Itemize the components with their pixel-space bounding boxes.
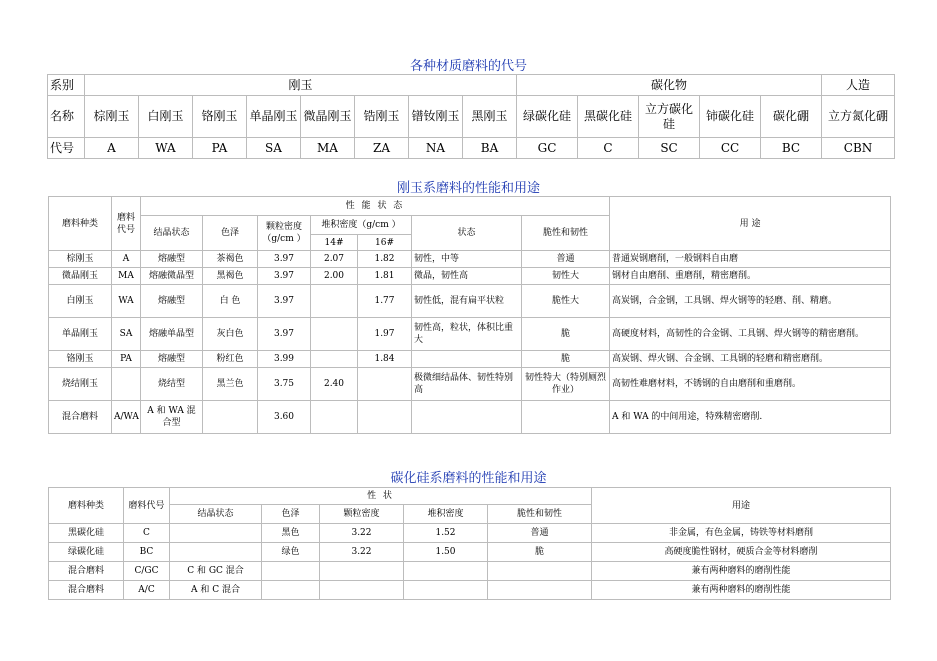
header-properties: 性 状 (170, 488, 592, 505)
code-cell: A (85, 138, 139, 159)
code-cell: GC (517, 138, 578, 159)
name-cell: 立方氮化硼 (822, 96, 895, 138)
cell-bulk (404, 581, 488, 600)
table-row (49, 197, 891, 216)
cell-density: 3.97 (258, 285, 311, 318)
cell-density: 3.22 (320, 543, 404, 562)
cell-code: A/WA (112, 401, 141, 434)
cell-crystal: 熔融微晶型 (141, 268, 203, 285)
group-synthetic: 人造 (822, 75, 895, 96)
code-cell: SA (247, 138, 301, 159)
table-row (49, 318, 891, 351)
header-bulk-density: 堆积密度 (404, 505, 488, 524)
cell-code: MA (112, 268, 141, 285)
cell-type: 黑碳化硅 (49, 524, 124, 543)
header-grain-density: 颗粒密度（g/cm ） (258, 216, 311, 251)
cell-state (412, 351, 522, 368)
cell-brittle: 韧性大 (522, 268, 610, 285)
cell-crystal: 熔融型 (141, 251, 203, 268)
name-cell: 单晶刚玉 (247, 96, 301, 138)
cell-d16: 1.81 (358, 268, 412, 285)
name-cell: 铬刚玉 (193, 96, 247, 138)
table-row (49, 401, 891, 434)
cell-code: PA (112, 351, 141, 368)
title-corundum-properties: 刚玉系磨料的性能和用途 (396, 181, 540, 196)
title-silicon-carbide-properties: 碳化硅系磨料的性能和用途 (390, 471, 547, 486)
header-type: 磨料种类 (49, 488, 124, 524)
cell-density: 3.60 (258, 401, 311, 434)
cell-code: C/GC (124, 562, 170, 581)
cell-type: 混合磨料 (49, 581, 124, 600)
code-cell: MA (301, 138, 355, 159)
cell-state: 韧性高，粒状，体积比重大 (412, 318, 522, 351)
cell-color: 黑褐色 (203, 268, 258, 285)
cell-color: 黑色 (262, 524, 320, 543)
cell-type: 单晶刚玉 (49, 318, 112, 351)
table-row (49, 351, 891, 368)
name-cell: 铈碳化硅 (700, 96, 761, 138)
cell-d14 (311, 401, 358, 434)
header-brittle: 脆性和韧性 (522, 216, 610, 251)
header-properties: 性 能 状 态 (141, 197, 610, 216)
cell-code: BC (124, 543, 170, 562)
cell-brittle: 脆 (522, 351, 610, 368)
cell-state: 极微细结晶体、韧性特别高 (412, 368, 522, 401)
cell-density (320, 562, 404, 581)
header-color: 色泽 (203, 216, 258, 251)
table-row (49, 251, 891, 268)
header-code: 磨料代号 (124, 488, 170, 524)
code-cell: CBN (822, 138, 895, 159)
header-use: 用 途 (610, 197, 891, 251)
cell-state: 韧性，中等 (412, 251, 522, 268)
cell-type: 棕刚玉 (49, 251, 112, 268)
code-cell: PA (193, 138, 247, 159)
cell-type: 绿碳化硅 (49, 543, 124, 562)
cell-type: 铬刚玉 (49, 351, 112, 368)
silicon-carbide-properties-table (48, 487, 891, 600)
cell-brittle (488, 562, 592, 581)
header-mesh-16: 16# (358, 235, 412, 251)
cell-crystal: 熔融型 (141, 285, 203, 318)
cell-crystal (170, 524, 262, 543)
cell-density: 3.75 (258, 368, 311, 401)
name-cell: 微晶刚玉 (301, 96, 355, 138)
cell-use: 非金属，有色金属，铸铁等材料磨削 (592, 524, 891, 543)
code-cell: BC (761, 138, 822, 159)
cell-color: 绿色 (262, 543, 320, 562)
cell-color (262, 581, 320, 600)
cell-density (320, 581, 404, 600)
cell-color: 粉红色 (203, 351, 258, 368)
cell-brittle (522, 401, 610, 434)
cell-use: 兼有两种磨料的磨削性能 (592, 562, 891, 581)
row-label-code: 代号 (48, 138, 85, 159)
cell-color: 白 色 (203, 285, 258, 318)
header-grain-density: 颗粒密度 (320, 505, 404, 524)
code-cell: CC (700, 138, 761, 159)
cell-crystal: 熔融型 (141, 351, 203, 368)
row-label-name: 名称 (48, 96, 85, 138)
cell-use: 高硬度脆性钢材，硬质合金等材料磨削 (592, 543, 891, 562)
cell-type: 白刚玉 (49, 285, 112, 318)
cell-density: 3.97 (258, 318, 311, 351)
code-cell: ZA (355, 138, 409, 159)
cell-density: 3.97 (258, 268, 311, 285)
cell-d14 (311, 318, 358, 351)
cell-density: 3.99 (258, 351, 311, 368)
name-cell: 立方碳化硅 (639, 96, 700, 138)
cell-brittle: 普通 (488, 524, 592, 543)
header-use: 用途 (592, 488, 891, 524)
code-cell: BA (463, 138, 517, 159)
cell-use: A 和 WA 的中间用途，特殊精密磨削. (610, 401, 891, 434)
cell-d14: 2.00 (311, 268, 358, 285)
header-state: 状态 (412, 216, 522, 251)
cell-crystal (170, 543, 262, 562)
cell-d16: 1.84 (358, 351, 412, 368)
cell-d14: 2.40 (311, 368, 358, 401)
name-cell: 黑碳化硅 (578, 96, 639, 138)
table-row (49, 285, 891, 318)
name-cell: 黑刚玉 (463, 96, 517, 138)
table-row (49, 562, 891, 581)
cell-type: 混合磨料 (49, 562, 124, 581)
name-cell: 棕刚玉 (85, 96, 139, 138)
table-row (49, 268, 891, 285)
cell-use: 高硬度材料，高韧性的合金钢、工具钢、焊火钢等的精密磨削。 (610, 318, 891, 351)
cell-use: 高炭钢，合金钢，工具钢、焊火钢等的轻磨、削、精磨。 (610, 285, 891, 318)
name-cell: 碳化硼 (761, 96, 822, 138)
cell-crystal: C 和 GC 混合 (170, 562, 262, 581)
cell-bulk (404, 562, 488, 581)
cell-use: 普通炭钢磨削，一般钢料自由磨 (610, 251, 891, 268)
cell-type: 烧结刚玉 (49, 368, 112, 401)
cell-density: 3.97 (258, 251, 311, 268)
cell-d16: 1.82 (358, 251, 412, 268)
cell-color: 黑兰色 (203, 368, 258, 401)
cell-crystal: A 和 C 混合 (170, 581, 262, 600)
cell-type: 微晶刚玉 (49, 268, 112, 285)
cell-brittle: 脆性大 (522, 285, 610, 318)
cell-code: A/C (124, 581, 170, 600)
code-cell: NA (409, 138, 463, 159)
cell-use: 钢材自由磨削、重磨削，精密磨削。 (610, 268, 891, 285)
table-row (49, 368, 891, 401)
cell-d16: 1.77 (358, 285, 412, 318)
cell-brittle: 脆 (522, 318, 610, 351)
cell-d14 (311, 285, 358, 318)
header-color: 色泽 (262, 505, 320, 524)
cell-bulk: 1.52 (404, 524, 488, 543)
cell-type: 混合磨料 (49, 401, 112, 434)
cell-crystal: 烧结型 (141, 368, 203, 401)
name-cell: 绿碳化硅 (517, 96, 578, 138)
row-label-series: 系别 (48, 75, 85, 96)
cell-color: 灰白色 (203, 318, 258, 351)
table-row (49, 543, 891, 562)
group-carbide: 碳化物 (517, 75, 822, 96)
cell-d16 (358, 368, 412, 401)
header-type: 磨料种类 (49, 197, 112, 251)
table-row (48, 75, 895, 96)
material-codes-table (47, 74, 895, 159)
cell-brittle (488, 581, 592, 600)
header-bulk-density: 堆积密度（g/cm ） (311, 216, 412, 235)
cell-bulk: 1.50 (404, 543, 488, 562)
table-row (48, 138, 895, 159)
header-crystal: 结晶状态 (170, 505, 262, 524)
cell-brittle: 脆 (488, 543, 592, 562)
cell-crystal: 熔融单晶型 (141, 318, 203, 351)
cell-state: 微晶，韧性高 (412, 268, 522, 285)
code-cell: SC (639, 138, 700, 159)
table-row (48, 96, 895, 138)
name-cell: 白刚玉 (139, 96, 193, 138)
name-cell: 镨钕刚玉 (409, 96, 463, 138)
corundum-properties-table (48, 196, 891, 434)
code-cell: WA (139, 138, 193, 159)
header-brittle: 脆性和韧性 (488, 505, 592, 524)
cell-crystal: A 和 WA 混合型 (141, 401, 203, 434)
cell-brittle: 普通 (522, 251, 610, 268)
table-row (49, 488, 891, 505)
cell-density: 3.22 (320, 524, 404, 543)
cell-d16 (358, 401, 412, 434)
name-cell: 锆刚玉 (355, 96, 409, 138)
cell-code: A (112, 251, 141, 268)
group-corundum: 刚玉 (85, 75, 517, 96)
cell-code (112, 368, 141, 401)
table-row (49, 581, 891, 600)
cell-brittle: 韧性特大（特别厕烈作业） (522, 368, 610, 401)
cell-use: 兼有两种磨料的磨削性能 (592, 581, 891, 600)
cell-use: 高韧性难磨材料，不锈钢的自由磨削和重磨削。 (610, 368, 891, 401)
cell-use: 高炭钢、焊火钢、合金钢、工具钢的轻磨和精密磨削。 (610, 351, 891, 368)
cell-state (412, 401, 522, 434)
cell-d14: 2.07 (311, 251, 358, 268)
cell-code: SA (112, 318, 141, 351)
cell-color (203, 401, 258, 434)
code-cell: C (578, 138, 639, 159)
header-mesh-14: 14# (311, 235, 358, 251)
cell-d16: 1.97 (358, 318, 412, 351)
cell-color (262, 562, 320, 581)
cell-code: WA (112, 285, 141, 318)
header-code: 磨料代号 (112, 197, 141, 251)
cell-d14 (311, 351, 358, 368)
cell-code: C (124, 524, 170, 543)
cell-color: 茶褐色 (203, 251, 258, 268)
header-crystal: 结晶状态 (141, 216, 203, 251)
title-material-codes: 各种材质磨料的代号 (409, 59, 527, 74)
cell-state: 韧性低，混有扁平状粒 (412, 285, 522, 318)
table-row (49, 524, 891, 543)
